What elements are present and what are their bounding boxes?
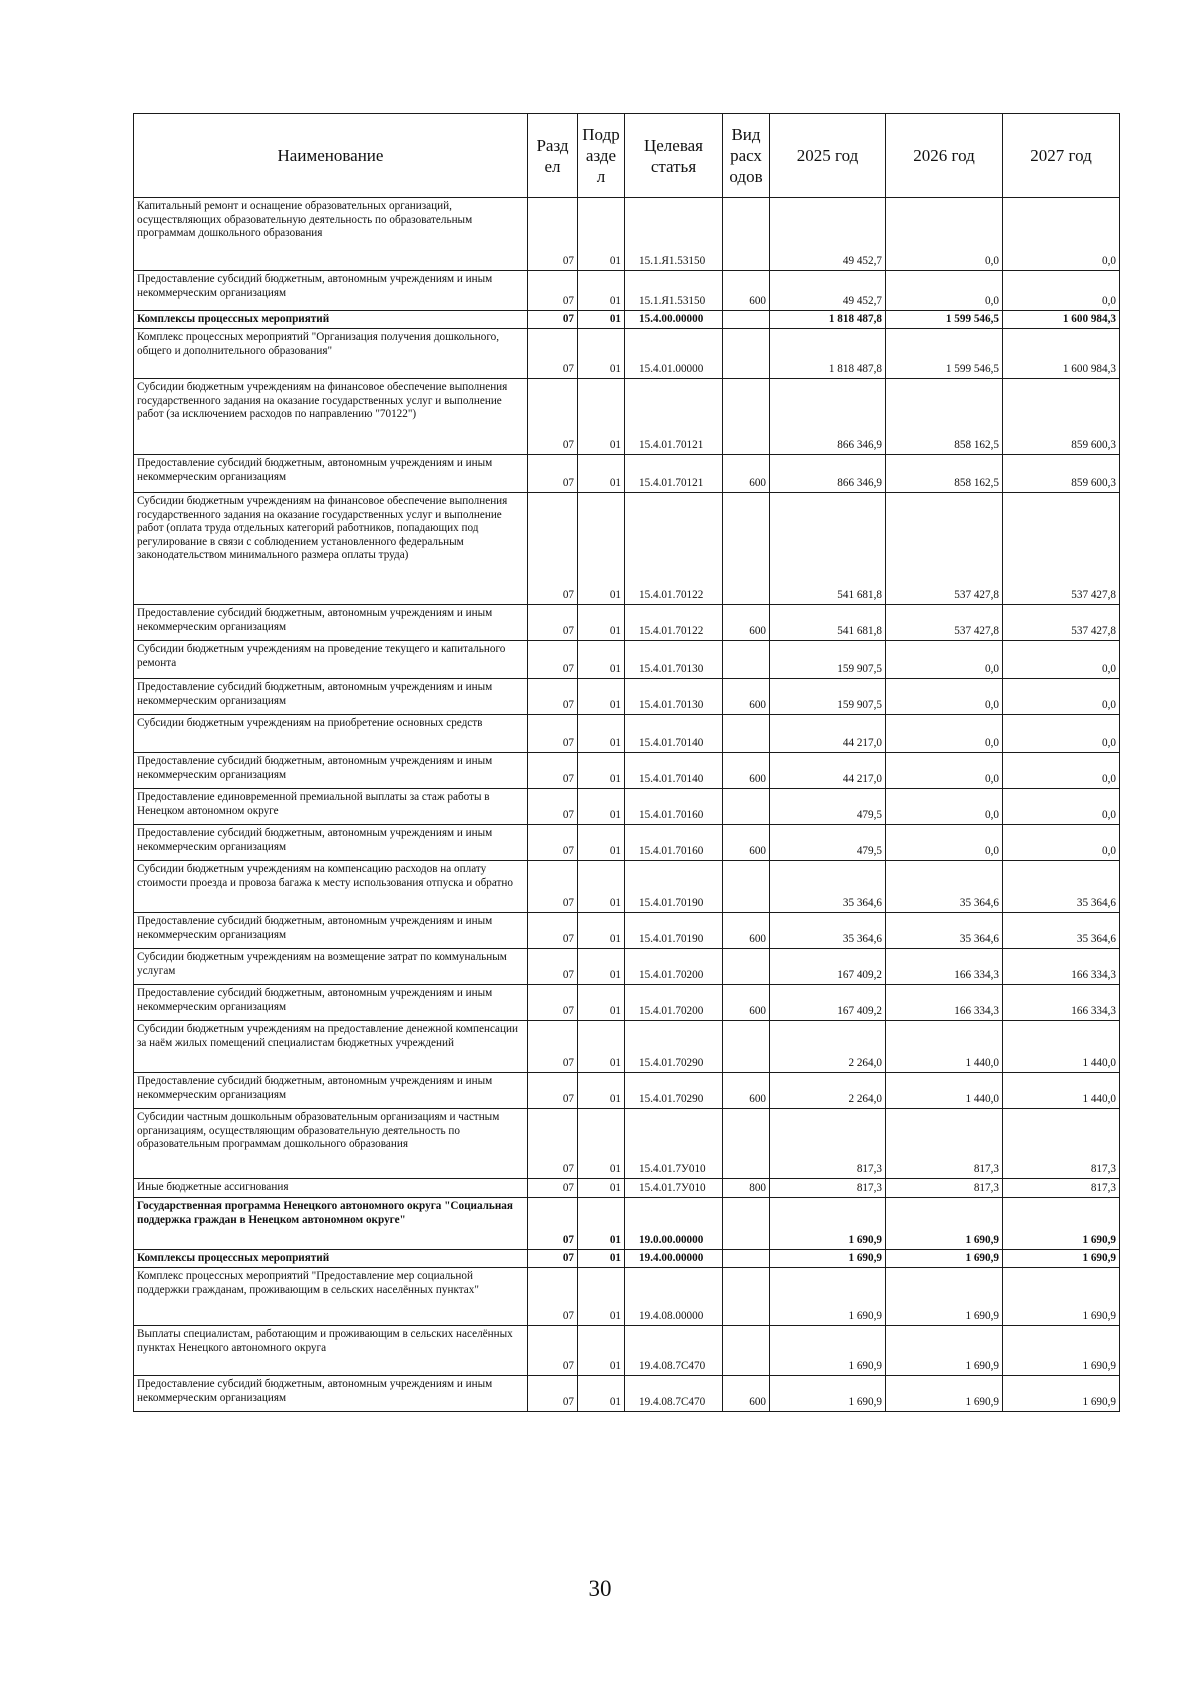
row-amount-2027: 817,3 (1003, 1109, 1120, 1179)
row-target-article: 15.4.01.70121 (625, 379, 723, 455)
header-name: Наименование (134, 114, 528, 198)
row-name: Субсидии бюджетным учреждениям на финансовое обеспечение выполнения государственного задания на оказание государственных услуг и выполнение работ (за исключением расходов по направлению "70122") (134, 379, 528, 455)
row-expense-type: 600 (723, 913, 770, 949)
table-row (134, 861, 1120, 913)
row-amount-2026: 537 427,8 (886, 493, 1003, 605)
row-amount-2025: 1 690,9 (770, 1250, 886, 1268)
row-expense-type (723, 198, 770, 271)
table-row (134, 1179, 1120, 1198)
row-amount-2027: 537 427,8 (1003, 493, 1120, 605)
row-amount-2025: 2 264,0 (770, 1073, 886, 1109)
row-target-article: 15.4.01.70140 (625, 753, 723, 789)
row-razdel: 07 (528, 913, 578, 949)
table-header-row (134, 114, 1120, 198)
row-amount-2025: 167 409,2 (770, 985, 886, 1021)
row-name: Субсидии бюджетным учреждениям на проведение текущего и капитального ремонта (134, 641, 528, 679)
row-podrazdel: 01 (578, 198, 625, 271)
row-name: Комплексы процессных мероприятий (134, 1250, 528, 1268)
row-razdel: 07 (528, 1073, 578, 1109)
row-amount-2025: 541 681,8 (770, 493, 886, 605)
row-amount-2025: 1 690,9 (770, 1268, 886, 1326)
row-podrazdel: 01 (578, 1198, 625, 1250)
table-row (134, 455, 1120, 493)
row-target-article: 15.4.01.70290 (625, 1021, 723, 1073)
row-amount-2027: 166 334,3 (1003, 985, 1120, 1021)
row-target-article: 19.4.00.00000 (625, 1250, 723, 1268)
table-row (134, 311, 1120, 329)
row-amount-2027: 166 334,3 (1003, 949, 1120, 985)
row-podrazdel: 01 (578, 1179, 625, 1198)
row-name: Предоставление субсидий бюджетным, автономным учреждениям и иным некоммерческим организациям (134, 985, 528, 1021)
page-number: 30 (588, 1576, 612, 1601)
row-amount-2025: 49 452,7 (770, 198, 886, 271)
row-amount-2025: 49 452,7 (770, 271, 886, 311)
row-amount-2026: 817,3 (886, 1109, 1003, 1179)
row-amount-2026: 35 364,6 (886, 913, 1003, 949)
row-razdel: 07 (528, 825, 578, 861)
row-name: Предоставление субсидий бюджетным, автономным учреждениям и иным некоммерческим организациям (134, 753, 528, 789)
row-razdel: 07 (528, 715, 578, 753)
table-body (134, 198, 1120, 1412)
header-year-2027: 2027 год (1003, 114, 1120, 198)
row-razdel: 07 (528, 1109, 578, 1179)
header-year-2026: 2026 год (886, 114, 1003, 198)
row-podrazdel: 01 (578, 1109, 625, 1179)
row-name: Государственная программа Ненецкого автономного округа "Социальная поддержка граждан в Ненецком автономном округе" (134, 1198, 528, 1250)
row-amount-2026: 858 162,5 (886, 455, 1003, 493)
row-razdel: 07 (528, 198, 578, 271)
row-amount-2025: 866 346,9 (770, 379, 886, 455)
row-amount-2027: 0,0 (1003, 825, 1120, 861)
row-target-article: 19.4.08.7С470 (625, 1326, 723, 1376)
table-row (134, 1109, 1120, 1179)
row-podrazdel: 01 (578, 949, 625, 985)
row-name: Субсидии бюджетным учреждениям на предоставление денежной компенсации за наём жилых помещений специалистам бюджетных учреждений (134, 1021, 528, 1073)
row-expense-type: 600 (723, 825, 770, 861)
row-podrazdel: 01 (578, 641, 625, 679)
row-expense-type: 600 (723, 1073, 770, 1109)
row-amount-2026: 537 427,8 (886, 605, 1003, 641)
row-name: Предоставление субсидий бюджетным, автономным учреждениям и иным некоммерческим организациям (134, 913, 528, 949)
row-amount-2027: 0,0 (1003, 641, 1120, 679)
table-row (134, 825, 1120, 861)
table-row (134, 753, 1120, 789)
row-name: Комплекс процессных мероприятий "Организация получения дошкольного, общего и дополнительного образования" (134, 329, 528, 379)
table-row (134, 715, 1120, 753)
row-name: Субсидии бюджетным учреждениям на возмещение затрат по коммунальным услугам (134, 949, 528, 985)
table-row (134, 198, 1120, 271)
table-row (134, 493, 1120, 605)
row-target-article: 15.4.01.00000 (625, 329, 723, 379)
row-target-article: 15.1.Я1.53150 (625, 271, 723, 311)
row-podrazdel: 01 (578, 1250, 625, 1268)
row-podrazdel: 01 (578, 1021, 625, 1073)
row-expense-type: 600 (723, 271, 770, 311)
table-row (134, 1268, 1120, 1326)
table-row (134, 1326, 1120, 1376)
row-podrazdel: 01 (578, 1073, 625, 1109)
row-podrazdel: 01 (578, 715, 625, 753)
row-expense-type: 600 (723, 679, 770, 715)
row-expense-type (723, 379, 770, 455)
row-amount-2025: 35 364,6 (770, 861, 886, 913)
row-amount-2026: 858 162,5 (886, 379, 1003, 455)
row-name: Предоставление субсидий бюджетным, автономным учреждениям и иным некоммерческим организациям (134, 825, 528, 861)
row-amount-2025: 817,3 (770, 1109, 886, 1179)
row-podrazdel: 01 (578, 861, 625, 913)
row-amount-2027: 0,0 (1003, 753, 1120, 789)
row-amount-2027: 0,0 (1003, 271, 1120, 311)
row-target-article: 15.4.01.7У010 (625, 1179, 723, 1198)
row-podrazdel: 01 (578, 753, 625, 789)
row-amount-2025: 1 690,9 (770, 1376, 886, 1412)
row-expense-type (723, 861, 770, 913)
row-amount-2027: 1 690,9 (1003, 1268, 1120, 1326)
row-amount-2026: 1 690,9 (886, 1268, 1003, 1326)
row-name: Капитальный ремонт и оснащение образовательных организаций, осуществляющих образовательную деятельность по образовательным программам дошкольного образования (134, 198, 528, 271)
row-podrazdel: 01 (578, 1376, 625, 1412)
row-podrazdel: 01 (578, 493, 625, 605)
row-amount-2025: 44 217,0 (770, 753, 886, 789)
row-amount-2026: 0,0 (886, 789, 1003, 825)
row-amount-2027: 1 600 984,3 (1003, 329, 1120, 379)
row-razdel: 07 (528, 1376, 578, 1412)
row-amount-2027: 859 600,3 (1003, 379, 1120, 455)
row-podrazdel: 01 (578, 379, 625, 455)
row-amount-2026: 0,0 (886, 198, 1003, 271)
budget-table-container (133, 113, 1119, 1412)
row-target-article: 15.4.00.00000 (625, 311, 723, 329)
row-amount-2025: 479,5 (770, 825, 886, 861)
row-target-article: 15.1.Я1.53150 (625, 198, 723, 271)
row-name: Предоставление единовременной премиальной выплаты за стаж работы в Ненецком автономном округе (134, 789, 528, 825)
row-amount-2026: 0,0 (886, 271, 1003, 311)
row-amount-2026: 1 440,0 (886, 1073, 1003, 1109)
row-amount-2026: 1 599 546,5 (886, 329, 1003, 379)
row-expense-type (723, 641, 770, 679)
row-amount-2027: 35 364,6 (1003, 861, 1120, 913)
row-amount-2026: 817,3 (886, 1179, 1003, 1198)
row-expense-type: 600 (723, 605, 770, 641)
row-expense-type (723, 715, 770, 753)
row-amount-2027: 859 600,3 (1003, 455, 1120, 493)
row-amount-2025: 1 818 487,8 (770, 311, 886, 329)
row-name: Субсидии бюджетным учреждениям на финансовое обеспечение выполнения государственного задания на оказание государственных услуг и выполнение работ (оплата труда отдельных категорий работников, попадающих под регулирование в связи с соблюдением установленного федеральным законодательством минимального размера оплаты труда) (134, 493, 528, 605)
row-amount-2025: 44 217,0 (770, 715, 886, 753)
row-target-article: 15.4.01.70290 (625, 1073, 723, 1109)
row-target-article: 15.4.01.70130 (625, 679, 723, 715)
row-amount-2027: 1 690,9 (1003, 1376, 1120, 1412)
row-amount-2025: 866 346,9 (770, 455, 886, 493)
row-name: Комплекс процессных мероприятий "Предоставление мер социальной поддержки гражданам, проживающим в сельских населённых пунктах" (134, 1268, 528, 1326)
header-year-2025: 2025 год (770, 114, 886, 198)
table-row (134, 379, 1120, 455)
row-amount-2026: 1 690,9 (886, 1250, 1003, 1268)
row-amount-2026: 1 599 546,5 (886, 311, 1003, 329)
row-amount-2025: 35 364,6 (770, 913, 886, 949)
row-name: Предоставление субсидий бюджетным, автономным учреждениям и иным некоммерческим организациям (134, 455, 528, 493)
row-target-article: 15.4.01.7У010 (625, 1109, 723, 1179)
row-expense-type (723, 949, 770, 985)
row-razdel: 07 (528, 753, 578, 789)
table-row (134, 949, 1120, 985)
row-target-article: 19.4.08.7С470 (625, 1376, 723, 1412)
row-name: Субсидии бюджетным учреждениям на приобретение основных средств (134, 715, 528, 753)
row-target-article: 15.4.01.70160 (625, 825, 723, 861)
row-podrazdel: 01 (578, 271, 625, 311)
table-row (134, 679, 1120, 715)
row-amount-2027: 0,0 (1003, 679, 1120, 715)
row-razdel: 07 (528, 641, 578, 679)
row-amount-2025: 1 818 487,8 (770, 329, 886, 379)
row-razdel: 07 (528, 1268, 578, 1326)
row-amount-2025: 1 690,9 (770, 1198, 886, 1250)
table-row (134, 1250, 1120, 1268)
row-amount-2026: 0,0 (886, 679, 1003, 715)
row-podrazdel: 01 (578, 913, 625, 949)
row-name: Предоставление субсидий бюджетным, автономным учреждениям и иным некоммерческим организациям (134, 1376, 528, 1412)
row-razdel: 07 (528, 1021, 578, 1073)
row-target-article: 15.4.01.70190 (625, 861, 723, 913)
row-razdel: 07 (528, 1326, 578, 1376)
row-razdel: 07 (528, 455, 578, 493)
row-podrazdel: 01 (578, 825, 625, 861)
row-target-article: 15.4.01.70130 (625, 641, 723, 679)
row-podrazdel: 01 (578, 455, 625, 493)
row-expense-type (723, 1326, 770, 1376)
row-razdel: 07 (528, 789, 578, 825)
row-name: Предоставление субсидий бюджетным, автономным учреждениям и иным некоммерческим организациям (134, 605, 528, 641)
row-amount-2026: 0,0 (886, 753, 1003, 789)
row-amount-2027: 1 690,9 (1003, 1250, 1120, 1268)
row-amount-2025: 2 264,0 (770, 1021, 886, 1073)
row-amount-2026: 1 440,0 (886, 1021, 1003, 1073)
table-row (134, 605, 1120, 641)
row-amount-2027: 1 690,9 (1003, 1326, 1120, 1376)
row-expense-type: 600 (723, 455, 770, 493)
row-expense-type (723, 1109, 770, 1179)
row-name: Субсидии бюджетным учреждениям на компенсацию расходов на оплату стоимости проезда и провоза багажа к месту использования отпуска и обратно (134, 861, 528, 913)
row-amount-2027: 1 600 984,3 (1003, 311, 1120, 329)
table-row (134, 329, 1120, 379)
table-row (134, 985, 1120, 1021)
table-row (134, 1376, 1120, 1412)
row-expense-type (723, 1021, 770, 1073)
row-razdel: 07 (528, 679, 578, 715)
row-amount-2025: 479,5 (770, 789, 886, 825)
table-row (134, 789, 1120, 825)
row-podrazdel: 01 (578, 311, 625, 329)
row-amount-2025: 159 907,5 (770, 641, 886, 679)
row-podrazdel: 01 (578, 1326, 625, 1376)
row-razdel: 07 (528, 271, 578, 311)
header-expense-type: Вид расх одов (723, 114, 770, 198)
row-amount-2026: 0,0 (886, 825, 1003, 861)
row-podrazdel: 01 (578, 605, 625, 641)
row-amount-2026: 1 690,9 (886, 1198, 1003, 1250)
row-razdel: 07 (528, 605, 578, 641)
row-expense-type: 600 (723, 753, 770, 789)
row-razdel: 07 (528, 985, 578, 1021)
row-expense-type (723, 1198, 770, 1250)
row-razdel: 07 (528, 493, 578, 605)
row-amount-2027: 0,0 (1003, 715, 1120, 753)
row-name: Предоставление субсидий бюджетным, автономным учреждениям и иным некоммерческим организациям (134, 1073, 528, 1109)
row-name: Иные бюджетные ассигнования (134, 1179, 528, 1198)
row-amount-2027: 537 427,8 (1003, 605, 1120, 641)
row-expense-type (723, 311, 770, 329)
row-expense-type (723, 1250, 770, 1268)
row-target-article: 15.4.01.70122 (625, 493, 723, 605)
row-amount-2025: 817,3 (770, 1179, 886, 1198)
table-row (134, 1073, 1120, 1109)
row-amount-2026: 35 364,6 (886, 861, 1003, 913)
row-expense-type (723, 493, 770, 605)
header-podrazdel: Подр азде л (578, 114, 625, 198)
row-name: Субсидии частным дошкольным образовательным организациям и частным организациям, осуществляющим образовательную деятельность по образовательным программам дошкольного образования (134, 1109, 528, 1179)
row-amount-2025: 1 690,9 (770, 1326, 886, 1376)
row-target-article: 19.4.08.00000 (625, 1268, 723, 1326)
row-amount-2025: 541 681,8 (770, 605, 886, 641)
row-podrazdel: 01 (578, 329, 625, 379)
row-expense-type: 800 (723, 1179, 770, 1198)
row-name: Комплексы процессных мероприятий (134, 311, 528, 329)
row-target-article: 15.4.01.70190 (625, 913, 723, 949)
row-razdel: 07 (528, 379, 578, 455)
row-expense-type: 600 (723, 1376, 770, 1412)
row-razdel: 07 (528, 1198, 578, 1250)
row-target-article: 19.0.00.00000 (625, 1198, 723, 1250)
row-amount-2026: 0,0 (886, 715, 1003, 753)
row-amount-2025: 167 409,2 (770, 949, 886, 985)
row-name: Предоставление субсидий бюджетным, автономным учреждениям и иным некоммерческим организациям (134, 271, 528, 311)
row-razdel: 07 (528, 311, 578, 329)
row-razdel: 07 (528, 1250, 578, 1268)
row-target-article: 15.4.01.70122 (625, 605, 723, 641)
table-row (134, 1198, 1120, 1250)
row-amount-2026: 1 690,9 (886, 1326, 1003, 1376)
row-name: Выплаты специалистам, работающим и проживающим в сельских населённых пунктах Ненецкого автономного округа (134, 1326, 528, 1376)
row-razdel: 07 (528, 1179, 578, 1198)
row-expense-type (723, 1268, 770, 1326)
row-expense-type: 600 (723, 985, 770, 1021)
row-amount-2026: 1 690,9 (886, 1376, 1003, 1412)
header-target-article: Целевая статья (625, 114, 723, 198)
row-amount-2027: 35 364,6 (1003, 913, 1120, 949)
row-razdel: 07 (528, 861, 578, 913)
row-target-article: 15.4.01.70200 (625, 985, 723, 1021)
row-amount-2025: 159 907,5 (770, 679, 886, 715)
row-razdel: 07 (528, 329, 578, 379)
row-amount-2027: 0,0 (1003, 789, 1120, 825)
row-amount-2026: 166 334,3 (886, 949, 1003, 985)
row-amount-2027: 0,0 (1003, 198, 1120, 271)
row-target-article: 15.4.01.70140 (625, 715, 723, 753)
row-amount-2027: 1 440,0 (1003, 1021, 1120, 1073)
row-target-article: 15.4.01.70160 (625, 789, 723, 825)
row-amount-2027: 1 690,9 (1003, 1198, 1120, 1250)
row-razdel: 07 (528, 949, 578, 985)
budget-table (133, 113, 1120, 1412)
row-amount-2026: 166 334,3 (886, 985, 1003, 1021)
header-razdel: Разд ел (528, 114, 578, 198)
table-row (134, 1021, 1120, 1073)
row-podrazdel: 01 (578, 1268, 625, 1326)
row-target-article: 15.4.01.70121 (625, 455, 723, 493)
row-expense-type (723, 329, 770, 379)
table-row (134, 271, 1120, 311)
row-amount-2027: 1 440,0 (1003, 1073, 1120, 1109)
table-row (134, 641, 1120, 679)
row-podrazdel: 01 (578, 679, 625, 715)
row-podrazdel: 01 (578, 985, 625, 1021)
row-amount-2027: 817,3 (1003, 1179, 1120, 1198)
row-amount-2026: 0,0 (886, 641, 1003, 679)
row-target-article: 15.4.01.70200 (625, 949, 723, 985)
row-podrazdel: 01 (578, 789, 625, 825)
row-expense-type (723, 789, 770, 825)
row-name: Предоставление субсидий бюджетным, автономным учреждениям и иным некоммерческим организациям (134, 679, 528, 715)
table-row (134, 913, 1120, 949)
